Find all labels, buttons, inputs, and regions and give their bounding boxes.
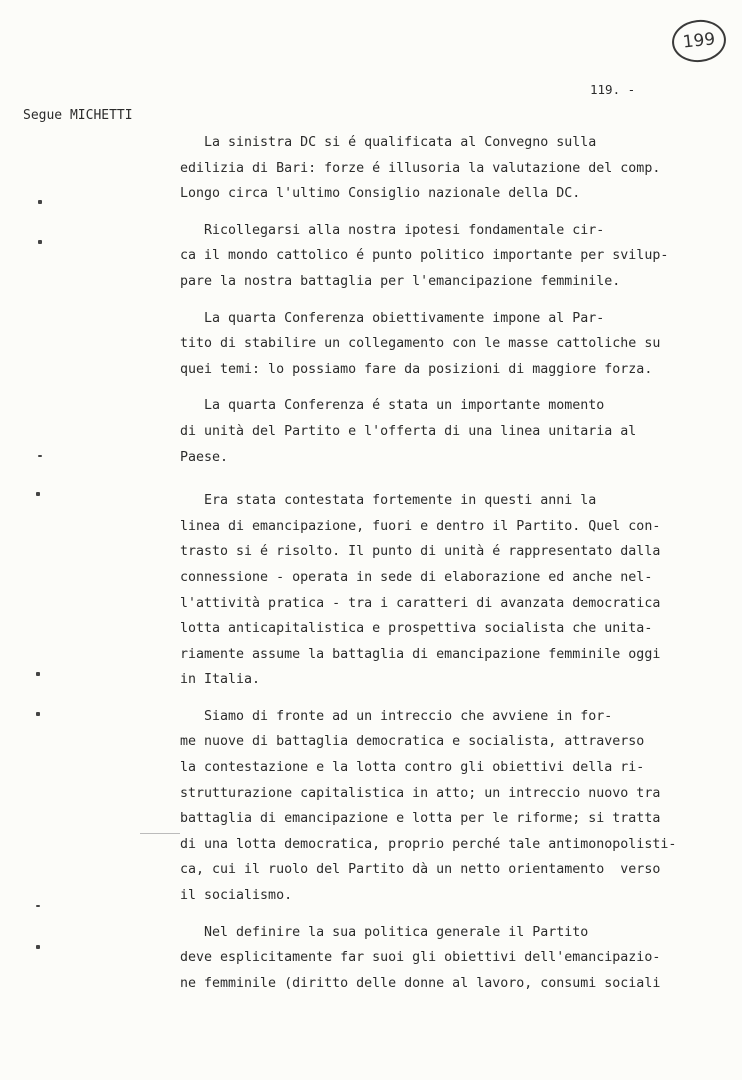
margin-mark <box>36 905 40 907</box>
paragraph: Ricollegarsi alla nostra ipotesi fondamentale cir- ca il mondo cattolico é punto politico importante per svilup- pare la nostra battaglia per l'emancipazione femminile. <box>180 222 669 289</box>
paragraph: La quarta Conferenza é stata un importante momento di unità del Partito e l'offerta di una linea unitaria al Paese. <box>180 398 637 465</box>
speaker-heading: Segue MICHETTI <box>23 108 133 123</box>
scan-artifact-line <box>140 833 180 834</box>
margin-mark <box>38 455 42 457</box>
paragraph: Siamo di fronte ad un intreccio che avviene in for- me nuove di battaglia democratica e socialista, attraverso la contestazione e la lotta contro gli obiettivi della ri- strutturazione capitalistica in atto; un intreccio nuovo tra battaglia di emancipazione e lotta per le riforme; si tratta di una lotta democratica, proprio perché tale antimonopolisti- ca, cui il ruolo del Partito dà un netto orientamento verso il socialismo. <box>180 708 677 904</box>
margin-mark <box>36 672 40 676</box>
paragraph: La sinistra DC si é qualificata al Convegno sulla edilizia di Bari: forze é illusoria la valutazione del comp. Longo circa l'ultimo Consiglio nazionale della DC. <box>180 135 661 202</box>
paragraph: Nel definire la sua politica generale il Partito deve esplicitamente far suoi gli obiettivi dell'emancipazio- ne femminile (diritto delle donne al lavoro, consumi sociali <box>180 924 661 991</box>
paragraph: Era stata contestata fortemente in questi anni la linea di emancipazione, fuori e dentro il Partito. Quel con- trasto si é risolto. Il punto di unità é rappresentato dalla connessione - operata in sede di elaborazione ed anche nel- l'attività pratica - tra i caratteri di avanzata democratica lotta anticapitalistica e prospettiva socialista che unita- riamente assume la battaglia di emancipazione femminile oggi in Italia. <box>180 493 661 688</box>
margin-mark <box>36 492 40 496</box>
paragraph: La quarta Conferenza obiettivamente impone al Par- tito di stabilire un collegamento con le masse cattoliche su quei temi: lo possiamo fare da posizioni di maggiore forza. <box>180 310 661 377</box>
page-number: 119. - <box>590 82 636 97</box>
margin-mark <box>36 712 40 716</box>
body-text <box>180 130 720 996</box>
archive-stamp: 199 <box>670 17 728 64</box>
margin-mark <box>36 945 40 949</box>
margin-mark <box>38 240 42 244</box>
margin-mark <box>38 200 42 204</box>
